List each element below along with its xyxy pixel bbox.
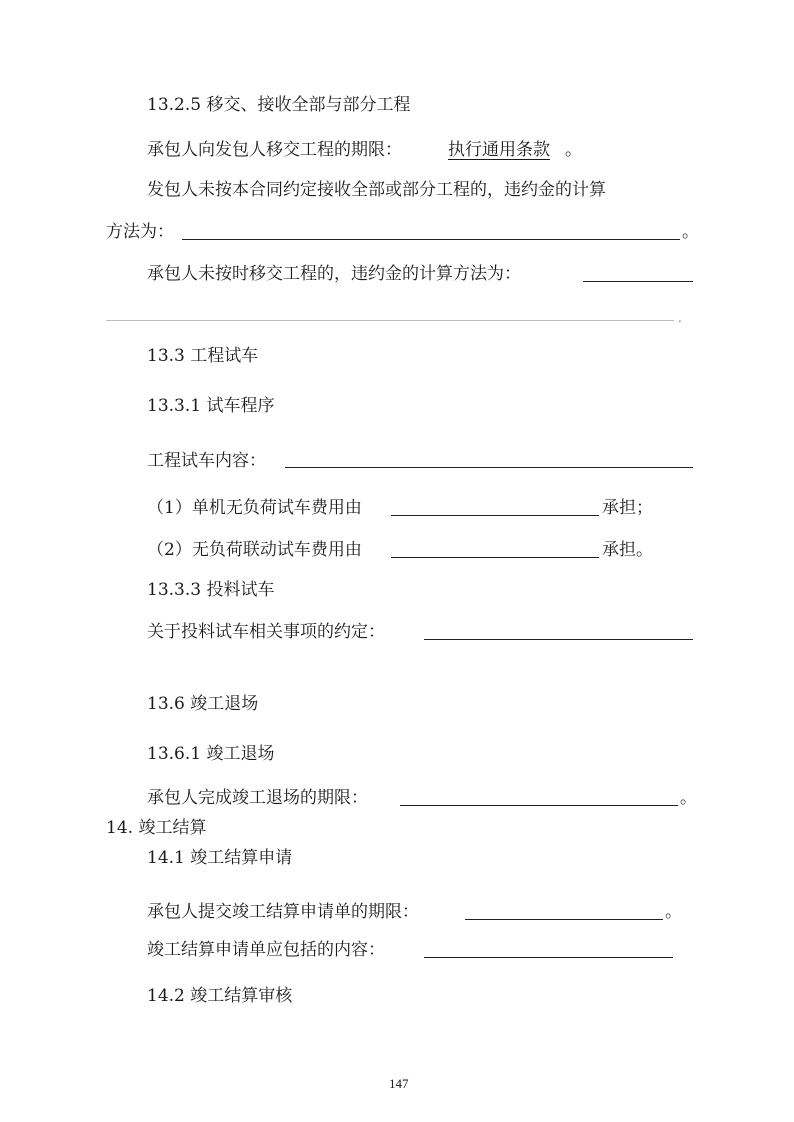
settlement-submit-end: 。 [665,902,682,922]
employer-penalty-blank [182,239,680,240]
exit-period-blank [400,805,678,806]
handover-period-value: 执行通用条款 [448,140,550,160]
section-13-3-heading: 13.3 工程试车 [147,346,259,366]
continuation-dot: . [678,311,682,325]
feed-trial-blank [424,639,693,640]
single-machine-label: （1）单机无负荷试车费用由 [147,498,362,518]
trial-content-label: 工程试车内容： [147,451,266,471]
contractor-penalty-blank [583,281,693,282]
section-14-heading: 14. 竣工结算 [106,818,207,838]
section-13-6-1-heading: 13.6.1 竣工退场 [147,744,275,764]
feed-trial-label: 关于投料试车相关事项的约定： [147,622,385,642]
single-machine-end: 承担； [602,498,653,518]
linked-trial-end: 承担。 [602,540,653,560]
linked-trial-blank [391,557,599,558]
settlement-content-label: 竣工结算申请单应包括的内容： [147,940,385,960]
handover-period-end: 。 [565,140,582,160]
section-14-1-heading: 14.1 竣工结算申请 [147,848,293,868]
section-13-2-5-heading: 13.2.5 移交、接收全部与部分工程 [147,95,411,115]
settlement-submit-blank [465,919,663,920]
linked-trial-label: （2）无负荷联动试车费用由 [147,540,362,560]
employer-penalty-line2-label: 方法为： [106,222,174,242]
handover-period-label: 承包人向发包人移交工程的期限： [147,140,402,160]
settlement-content-blank [424,957,673,958]
continuation-blank-line [106,320,674,321]
section-13-6-heading: 13.6 竣工退场 [147,694,259,714]
single-machine-blank [391,515,599,516]
section-13-3-3-heading: 13.3.3 投料试车 [147,580,275,600]
exit-period-end: 。 [680,788,697,808]
employer-penalty-line1: 发包人未按本合同约定接收全部或部分工程的，违约金的计算 [147,180,606,200]
section-13-3-1-heading: 13.3.1 试车程序 [147,396,275,416]
contractor-penalty-label: 承包人未按时移交工程的，违约金的计算方法为： [147,264,521,284]
employer-penalty-end: 。 [682,222,699,242]
page-number: 147 [389,1076,409,1091]
trial-content-blank [285,467,693,468]
section-14-2-heading: 14.2 竣工结算审核 [147,986,293,1006]
exit-period-label: 承包人完成竣工退场的期限： [147,788,368,808]
settlement-submit-label: 承包人提交竣工结算申请单的期限： [147,902,419,922]
